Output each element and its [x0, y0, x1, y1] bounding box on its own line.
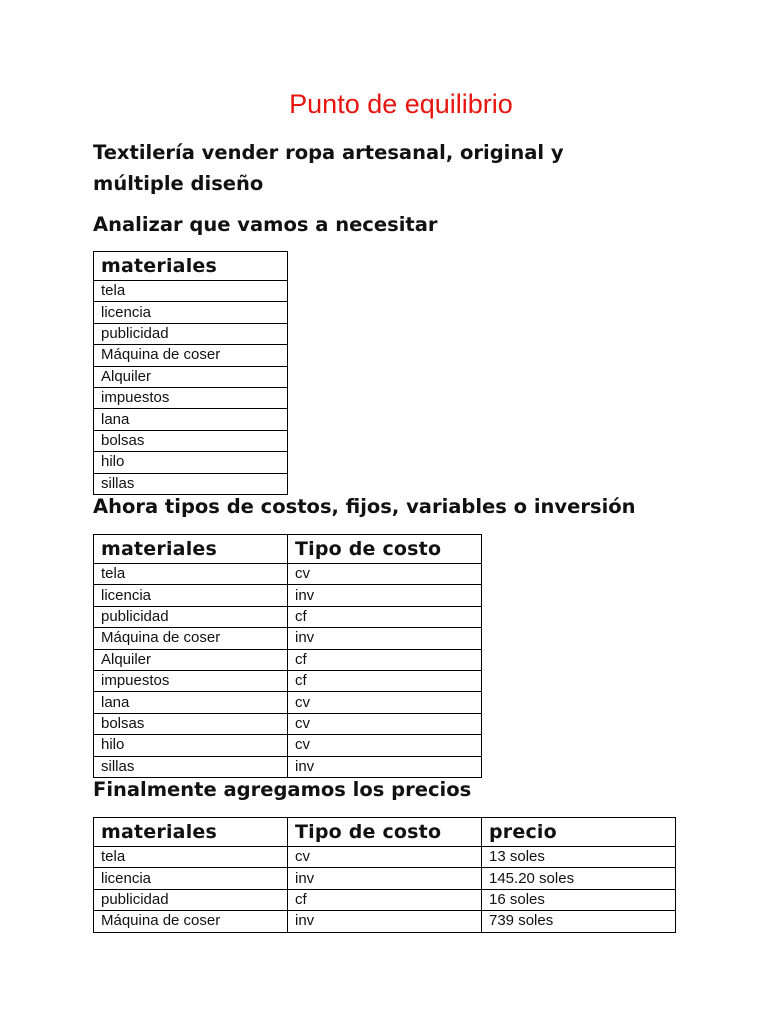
table-cell: bolsas — [94, 430, 288, 451]
column-header: materiales — [94, 252, 288, 281]
table-cell: cv — [288, 564, 482, 585]
table-cell: bolsas — [94, 713, 288, 734]
table-cell: cf — [288, 649, 482, 670]
table-cell: cf — [288, 606, 482, 627]
table-row — [94, 670, 482, 691]
table-cell: Máquina de coser — [94, 345, 288, 366]
column-header: Tipo de costo — [288, 818, 482, 847]
table-row — [94, 847, 676, 868]
materials-table — [93, 251, 288, 495]
table-cell: inv — [288, 585, 482, 606]
table-row — [94, 692, 482, 713]
table-cell: impuestos — [94, 670, 288, 691]
table-cell: inv — [288, 628, 482, 649]
column-header: precio — [482, 818, 676, 847]
table-header-row — [94, 252, 288, 281]
column-header: materiales — [94, 818, 288, 847]
table-cell: inv — [288, 911, 482, 932]
table-cell: lana — [94, 692, 288, 713]
table-row — [94, 430, 288, 451]
table-row — [94, 713, 482, 734]
table-row — [94, 452, 288, 473]
table-cell: cv — [288, 713, 482, 734]
table-row — [94, 628, 482, 649]
table-row — [94, 345, 288, 366]
table-cell: Alquiler — [94, 649, 288, 670]
table-cell: publicidad — [94, 323, 288, 344]
table-row — [94, 323, 288, 344]
table-row — [94, 889, 676, 910]
table-cell: Máquina de coser — [94, 911, 288, 932]
table-cell: 145.20 soles — [482, 868, 676, 889]
table-row — [94, 387, 288, 408]
table-cell: licencia — [94, 585, 288, 606]
table-row — [94, 606, 482, 627]
table-cell: 16 soles — [482, 889, 676, 910]
heading-cost-types: Ahora tipos de costos, fijos, variables o inversión — [93, 495, 636, 518]
table-cell: tela — [94, 564, 288, 585]
table-cell: publicidad — [94, 606, 288, 627]
table-row — [94, 409, 288, 430]
table-row — [94, 868, 676, 889]
heading-description: Textilería vender ropa artesanal, original y múltiple diseño — [93, 141, 564, 195]
column-header: materiales — [94, 535, 288, 564]
table-cell: tela — [94, 847, 288, 868]
column-header: Tipo de costo — [288, 535, 482, 564]
table-row — [94, 564, 482, 585]
table-cell: cf — [288, 889, 482, 910]
cost-types-table — [93, 534, 482, 778]
table-row — [94, 585, 482, 606]
table-cell: inv — [288, 756, 482, 777]
table-row — [94, 911, 676, 932]
table-cell: lana — [94, 409, 288, 430]
prices-table — [93, 817, 676, 933]
table-cell: 13 soles — [482, 847, 676, 868]
table-cell: 739 soles — [482, 911, 676, 932]
table-cell: tela — [94, 281, 288, 302]
table-row — [94, 649, 482, 670]
table-cell: cv — [288, 735, 482, 756]
table-cell: sillas — [94, 756, 288, 777]
table-header-row — [94, 535, 482, 564]
table-cell: licencia — [94, 302, 288, 323]
table-cell: Alquiler — [94, 366, 288, 387]
table-row — [94, 366, 288, 387]
table-cell: cv — [288, 847, 482, 868]
heading-analysis: Analizar que vamos a necesitar — [93, 213, 438, 236]
table-cell: publicidad — [94, 889, 288, 910]
page-title: Punto de equilibrio — [289, 89, 513, 119]
table-cell: hilo — [94, 735, 288, 756]
table-row — [94, 281, 288, 302]
table-cell: sillas — [94, 473, 288, 494]
table-cell: licencia — [94, 868, 288, 889]
table-row — [94, 735, 482, 756]
heading-prices: Finalmente agregamos los precios — [93, 778, 472, 801]
table-header-row — [94, 818, 676, 847]
table-cell: cf — [288, 670, 482, 691]
table-cell: Máquina de coser — [94, 628, 288, 649]
table-cell: inv — [288, 868, 482, 889]
table-cell: impuestos — [94, 387, 288, 408]
table-cell: cv — [288, 692, 482, 713]
table-cell: hilo — [94, 452, 288, 473]
table-row — [94, 302, 288, 323]
